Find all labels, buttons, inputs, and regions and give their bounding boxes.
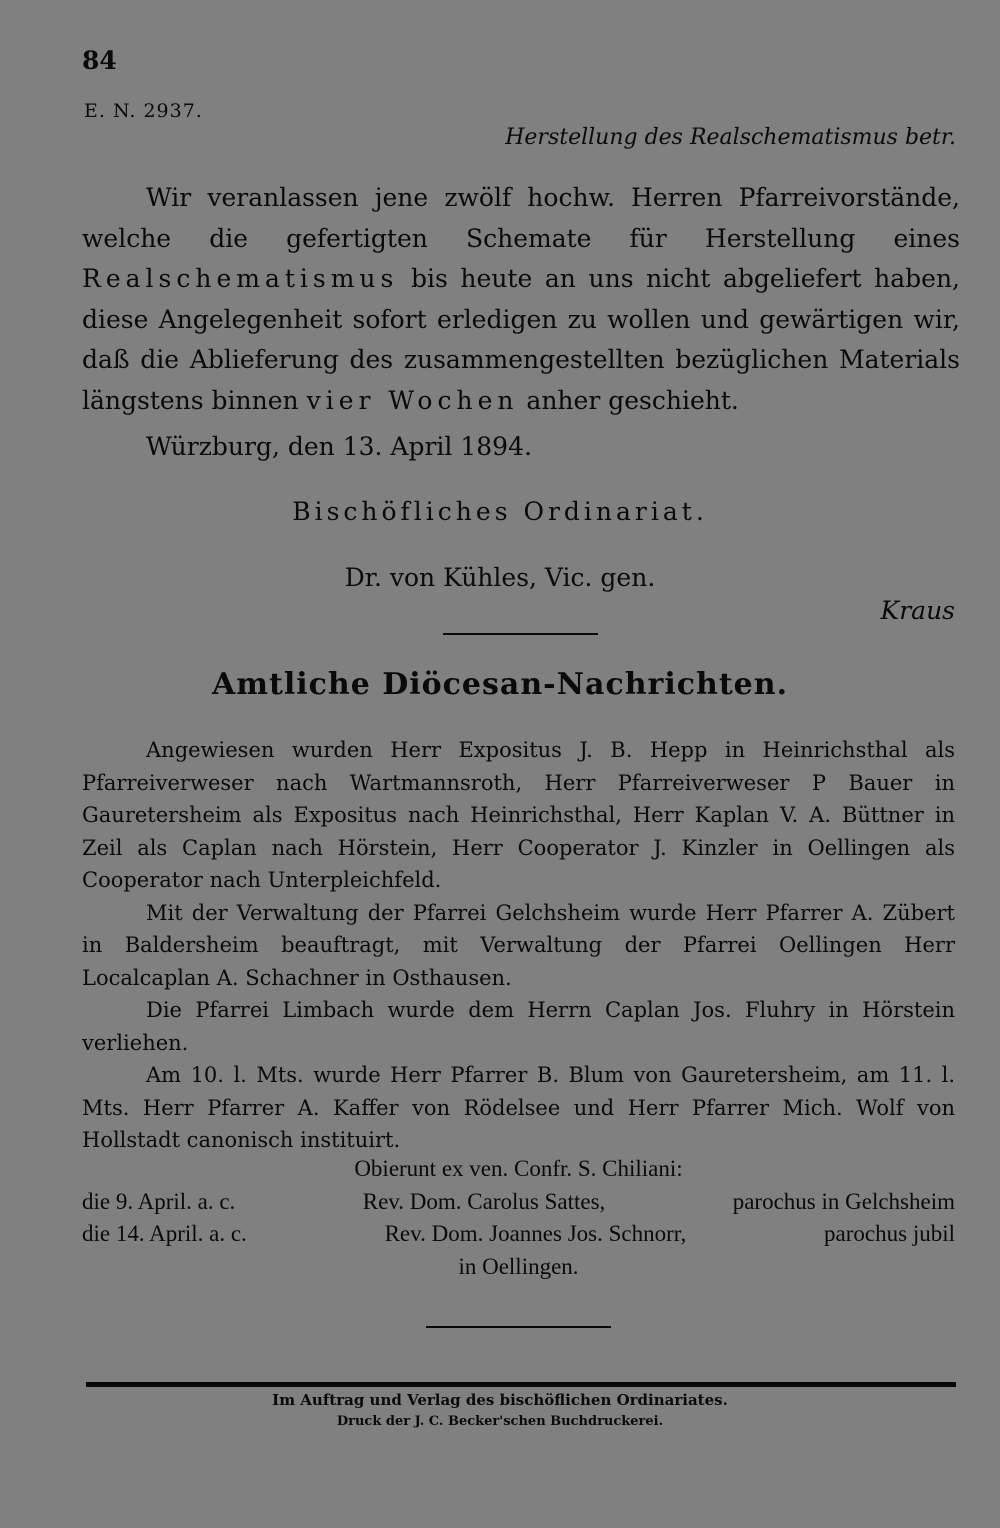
cosigner: Kraus	[880, 596, 955, 625]
decree-text-after: anher geschieht.	[518, 385, 739, 415]
notice-paragraph: Mit der Verwaltung der Pfarrei Gelchsheim wurde Herr Pfarrer A. Zübert in Baldersheim beauftragt, mit Verwaltung der Pfarrei Oellingen Herr Localcaplan A. Schachner in Osthausen.	[82, 900, 955, 990]
obituary-block	[82, 1153, 955, 1283]
end-divider	[426, 1326, 611, 1328]
decree-text-before: Wir veranlassen jene zwölf hochw. Herren Pfarreivorstände, welche die gefertigten Schemate für Herstellung eines	[82, 183, 960, 253]
footer-rule	[86, 1382, 956, 1387]
obituary-last-line: in Oellingen.	[458, 1253, 579, 1279]
signature-line: Dr. von Kühles, Vic. gen.	[344, 563, 656, 592]
obituary-role: parochus jubil	[824, 1221, 955, 1246]
notices-block	[82, 734, 955, 1157]
section-divider	[443, 633, 598, 635]
subject-line: Herstellung des Realschematismus betr.	[505, 125, 956, 150]
obituary-role: parochus in Gelchsheim	[732, 1188, 955, 1214]
issuing-authority: Bischöfliches Ordinariat.	[292, 497, 708, 526]
notice-paragraph: Angewiesen wurden Herr Expositus J. B. Hepp in Heinrichsthal als Pfarreiverweser nach Wartmannsroth, Herr Pfarreiverweser P Bauer in Gauretersheim als Expositus nach Heinrichsthal, Herr Kaplan V. A. Büttner in Zeil als Caplan nach Hörstein, Herr Cooperator J. Kinzler in Oellingen als Cooperator nach Unterpleichfeld.	[82, 738, 955, 892]
decree-spaced-term: Realschematismus	[82, 264, 399, 293]
decree-paragraph	[82, 178, 960, 421]
decree-text-middle: bis heute an uns nicht abgeliefert haben, diese Angelegenheit sofort erledigen zu wollen und gewärtigen wir, daß die Ablieferung des zusammengestellten bezüglichen Materials längstens binnen	[82, 264, 960, 415]
notice-paragraph: Die Pfarrei Limbach wurde dem Herrn Caplan Jos. Fluhry in Hörstein verliehen.	[82, 998, 955, 1055]
page-number: 84	[82, 46, 117, 75]
decree-spaced-deadline: vier Wochen	[306, 385, 519, 415]
publisher-line: Im Auftrag und Verlag des bischöflichen Ordinariates.	[272, 1391, 728, 1409]
obituary-date: die 9. April. a. c.	[82, 1188, 236, 1214]
notice-paragraph: Am 10. l. Mts. wurde Herr Pfarrer B. Blum von Gauretersheim, am 11. l. Mts. Herr Pfarrer A. Kaffer von Rödelsee und Herr Pfarrer Mich. Wolf von Hollstadt canonisch instituirt.	[82, 1063, 955, 1152]
printer-line: Druck der J. C. Becker'schen Buchdruckerei.	[336, 1414, 664, 1429]
obituary-entry	[82, 1186, 955, 1219]
obituary-entry	[82, 1218, 955, 1251]
obituary-heading: Obierunt ex ven. Confr. S. Chiliani:	[354, 1156, 683, 1181]
obituary-date: die 14. April. a. c.	[82, 1221, 247, 1246]
obituary-name: Rev. Dom. Carolus Sattes,	[362, 1188, 606, 1214]
date-line: Würzburg, den 13. April 1894.	[146, 432, 532, 461]
obituary-name: Rev. Dom. Joannes Jos. Schnorr,	[384, 1221, 687, 1246]
section-heading: Amtliche Diöcesan-Nachrichten.	[211, 667, 789, 702]
reference-number: E. N. 2937.	[84, 100, 203, 122]
